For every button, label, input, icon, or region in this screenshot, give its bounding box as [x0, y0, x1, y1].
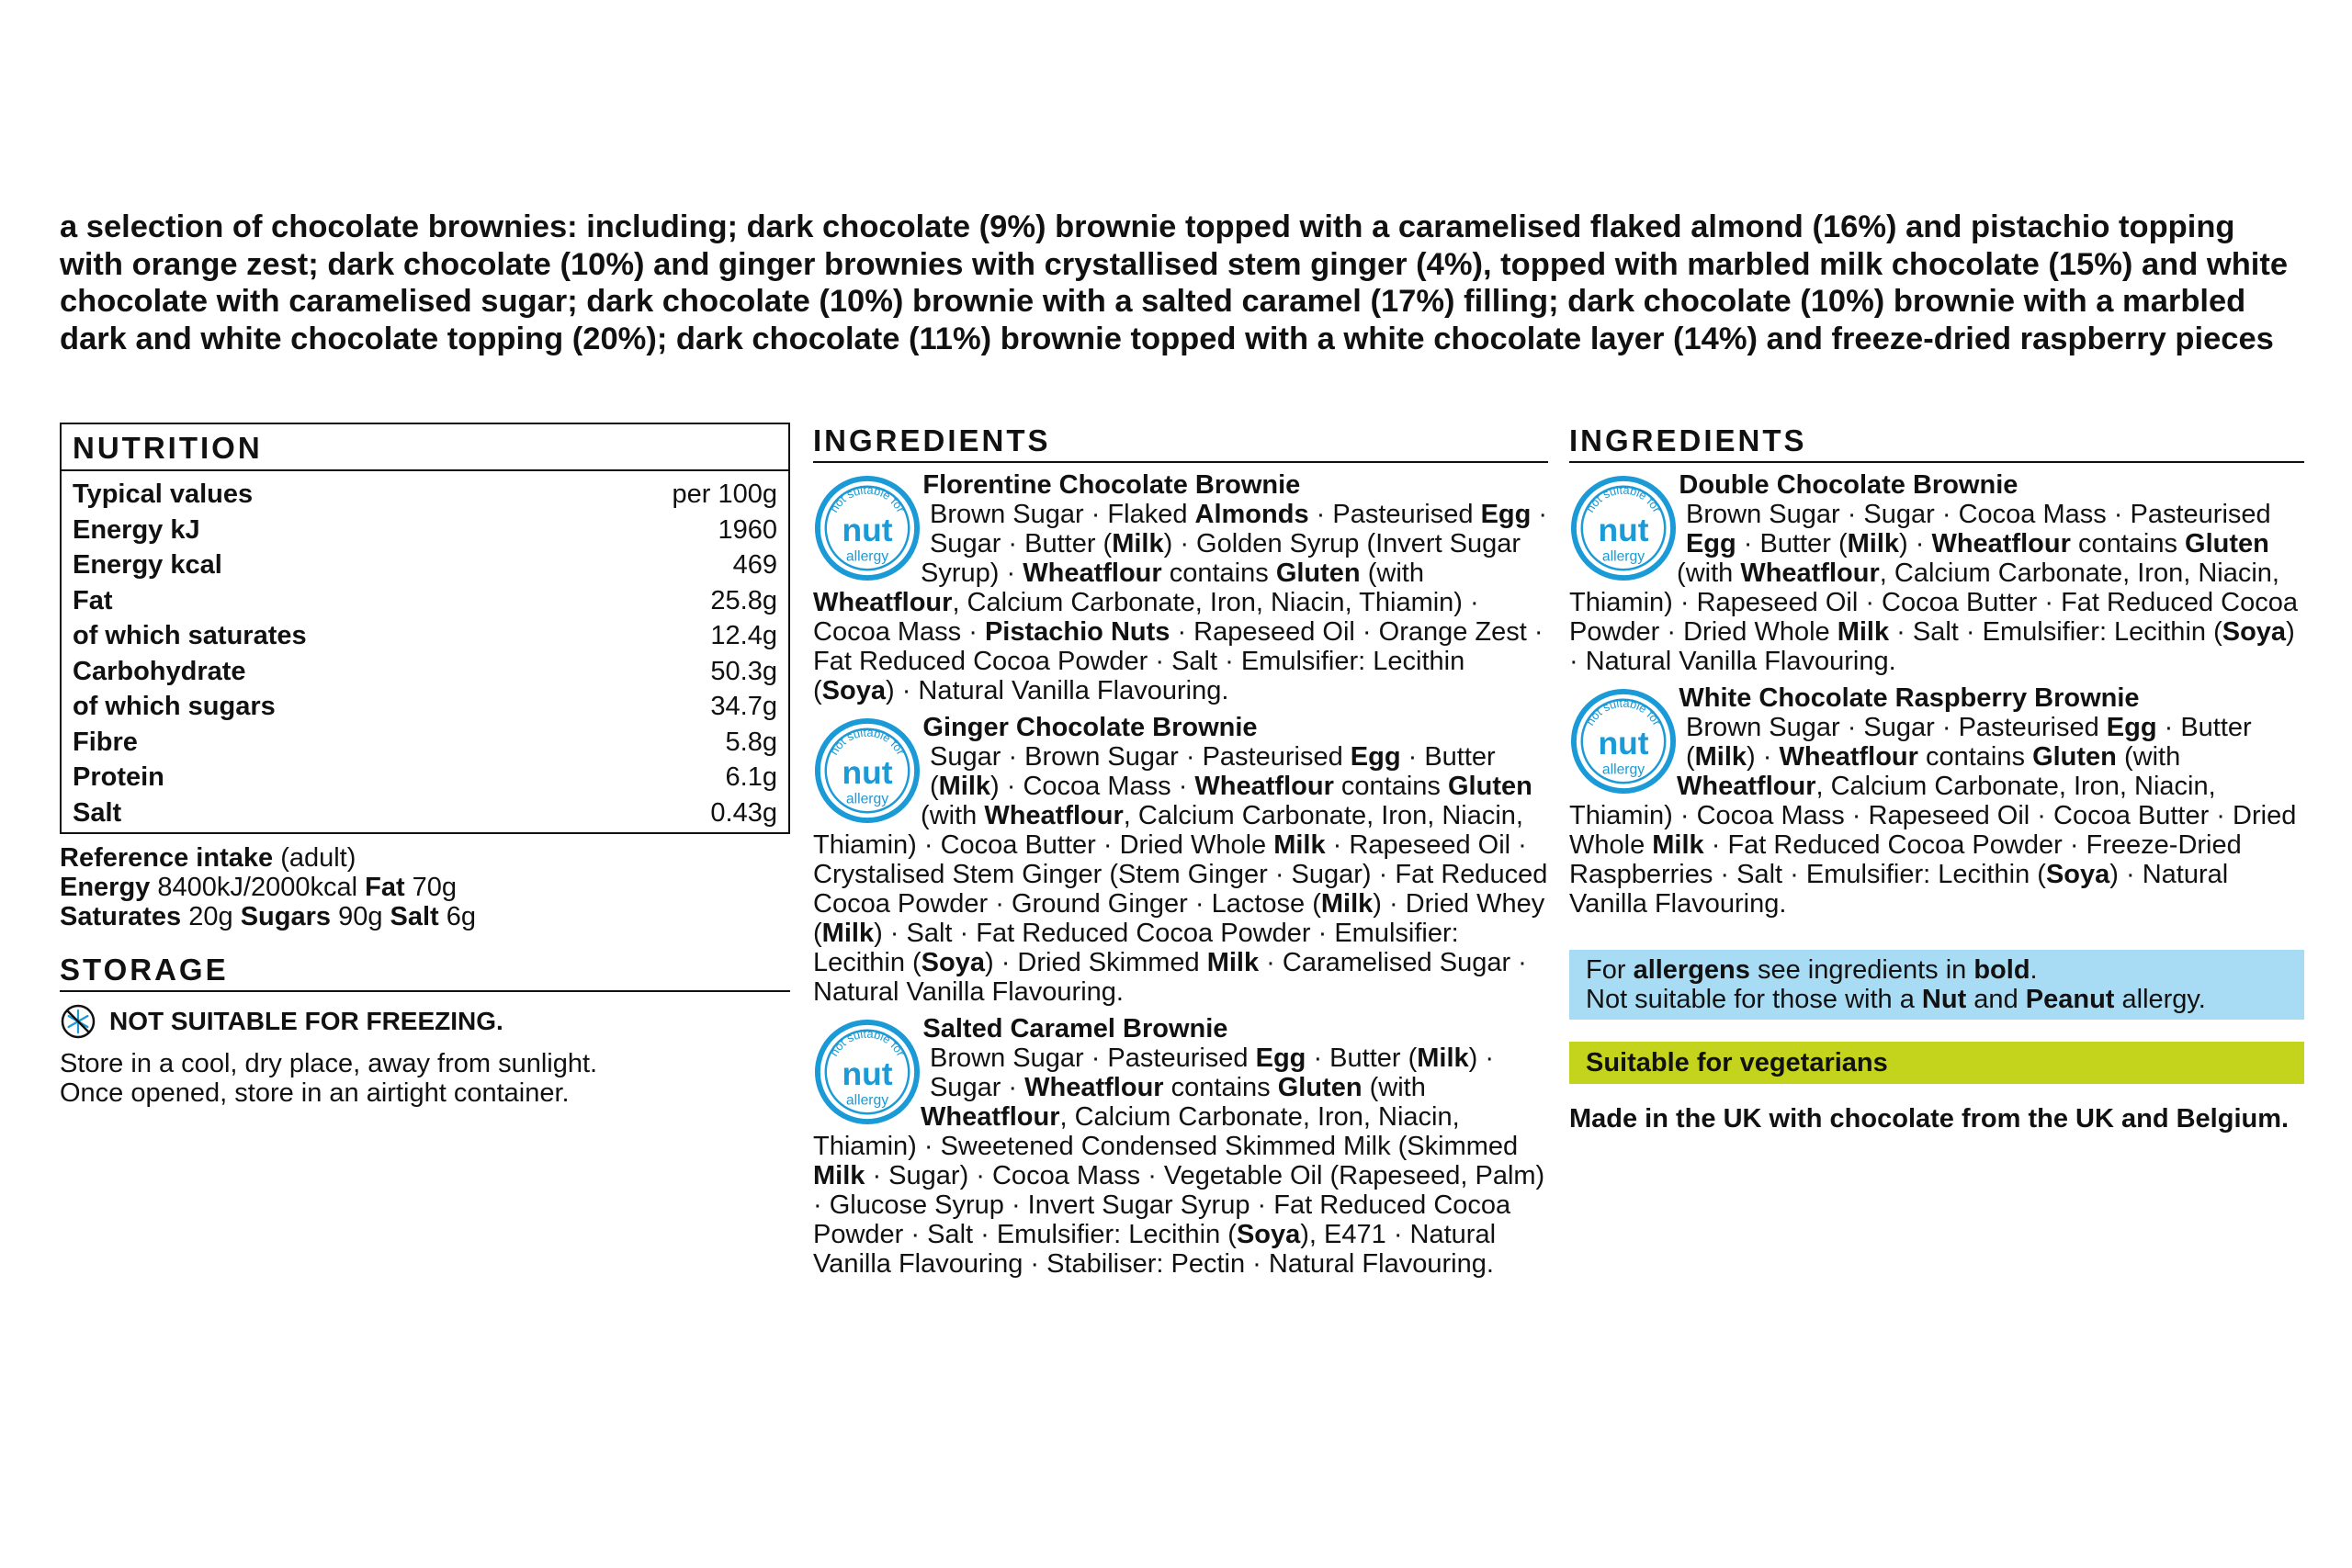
text-run: ) · Natural Vanilla Flavouring. — [886, 676, 1229, 705]
ri-sugars-label: Sugars — [240, 902, 332, 931]
ingredient-block-double-chocolate — [1569, 470, 2304, 676]
allergen-highlight: Wheatflour — [921, 1102, 1060, 1132]
badge-arc-text: not suitable for — [1582, 695, 1665, 728]
text-run: , Calcium Carbonate, Iron, Niacin, Thiamin) · Sweetened Condensed Skimmed Milk (Skimmed — [813, 1102, 1519, 1161]
nut-allergy-icon — [1569, 474, 1678, 582]
text-run: contains — [2070, 529, 2186, 558]
nutrition-row — [62, 654, 788, 690]
ingredient-list — [1569, 500, 2298, 676]
per-100g-label: per 100g — [672, 479, 777, 509]
allergen-highlight: Soya — [1236, 1220, 1301, 1249]
text-run: · Butter ( — [1736, 529, 1848, 558]
allergen-highlight: Wheatflour — [813, 588, 953, 617]
allergen-highlight: Gluten — [1277, 1073, 1363, 1102]
allergen-highlight: Milk — [1417, 1043, 1469, 1073]
nut-allergy-icon — [813, 716, 922, 825]
text-run: ) · Cocoa Mass · — [990, 772, 1195, 801]
allergen-highlight: Nut — [1921, 985, 1967, 1014]
product-name: Florentine Chocolate Brownie — [922, 470, 1301, 500]
nut-allergy-icon — [1569, 687, 1678, 795]
allergen-highlight: Milk — [1112, 529, 1164, 558]
badge-bottom-text: allergy — [1601, 548, 1645, 565]
ri-energy-label: Energy — [60, 873, 151, 902]
product-description: a selection of chocolate brownies: including; dark chocolate (9%) brownie topped with a caramelised flaked almond (16%) and pistachio topping with orange zest; dark chocolate (10%) and ginger brownies with crystallised stem ginger (4%), topped with marbled milk chocolate (15%) and white chocolate with caramelised sugar; dark chocolate (10%) brownie with a salted caramel (17%) filling; dark chocolate (10%) brownie with a marbled dark and white chocolate topping (20%); dark chocolate (11%) brownie topped with a white chocolate layer (14%) and freeze-dried raspberry pieces — [60, 209, 2289, 356]
text-run: Sugar · Brown Sugar · Pasteurised — [930, 742, 1351, 772]
text-run: (with — [1677, 558, 1741, 588]
nutrition-row — [62, 618, 788, 654]
text-run: . — [2030, 955, 2038, 985]
ri-salt-label: Salt — [390, 902, 439, 931]
nutrient-name: Energy kJ — [73, 514, 200, 545]
text-run: · Caramelised Sugar · Natural Vanilla Flavouring. — [813, 948, 1527, 1007]
nutrient-name: Fibre — [73, 727, 138, 757]
text-run: (with — [921, 801, 985, 830]
text-run: · Fat Reduced Cocoa Powder · Freeze-Dried Raspberries · Salt · Emulsifier: Lecithin ( — [1569, 830, 2242, 889]
ri-saturates-value: 20g — [188, 902, 233, 931]
badge-bottom-text: allergy — [845, 791, 889, 807]
text-run: Not suitable for those with a — [1586, 985, 1922, 1014]
ingredient-list — [813, 742, 1547, 1007]
ri-fat-label: Fat — [365, 873, 405, 902]
nutrient-value: 6.1g — [725, 762, 777, 792]
nutrient-name: Protein — [73, 762, 164, 792]
text-run: see ingredients in — [1749, 955, 1974, 985]
product-name: Double Chocolate Brownie — [1679, 470, 2018, 500]
text-run: ) · Dried Whey ( — [813, 889, 1545, 948]
text-run: and — [1966, 985, 2026, 1014]
text-run: · Rapeseed Oil · Crystalised Stem Ginger (Stem Ginger · Sugar) · Fat Reduced Cocoa Powder · Ground Ginger · Lactose ( — [813, 830, 1548, 919]
allergen-highlight: Soya — [2045, 860, 2110, 889]
text-run: ) · Sugar · — [929, 1043, 1495, 1102]
allergen-highlight: Almonds — [1194, 500, 1309, 529]
badge-arc-text: not suitable for — [826, 725, 909, 758]
nut-allergy-icon — [813, 1018, 922, 1126]
allergen-highlight: Milk — [1847, 529, 1900, 558]
ingredient-list — [813, 500, 1547, 705]
allergen-highlight: Soya — [921, 948, 985, 977]
ingredient-block-white-raspberry — [1569, 683, 2304, 919]
text-run: · Sugar) · Cocoa Mass · Vegetable Oil (Rapeseed, Palm) · Glucose Syrup · Invert Sugar Syrup · Fat Reduced Cocoa Powder · Salt · Emulsifier: Lecithin ( — [813, 1161, 1545, 1249]
nutrition-row — [62, 547, 788, 583]
nutrient-value: 12.4g — [710, 621, 777, 650]
ingredients-title-2: INGREDIENTS — [1569, 423, 2304, 463]
text-run: contains — [1163, 1073, 1278, 1102]
origin-statement: Made in the UK with chocolate from the UK and Belgium. — [1569, 1104, 2290, 1134]
ingredient-list — [813, 1043, 1544, 1279]
ingredient-block-florentine — [813, 470, 1548, 705]
nutrient-name: Fat — [73, 585, 113, 615]
ri-salt-value: 6g — [446, 902, 477, 931]
allergen-highlight: Milk — [1206, 948, 1260, 977]
allergen-highlight: bold — [1973, 955, 2030, 985]
badge-word: nut — [1598, 511, 1649, 548]
vegetarian-badge: Suitable for vegetarians — [1569, 1042, 2304, 1084]
storage-title: STORAGE — [60, 952, 790, 992]
nutrition-row — [62, 795, 788, 833]
text-run: contains — [1333, 772, 1448, 801]
text-run: Brown Sugar · Flaked — [930, 500, 1195, 529]
nutrition-table — [62, 471, 788, 832]
badge-word: nut — [842, 1055, 893, 1092]
text-run: Brown Sugar · Sugar · Pasteurised — [1686, 713, 2107, 742]
text-run: ) · Golden Syrup (Invert Sugar Syrup) · — [921, 529, 1521, 588]
allergen-highlight: Milk — [938, 772, 991, 801]
allergen-highlight: Milk — [821, 919, 875, 948]
text-run: , Calcium Carbonate, Iron, Niacin, Thiamin) · Cocoa Mass · — [813, 588, 1479, 647]
text-run: Brown Sugar · Pasteurised — [930, 1043, 1256, 1073]
allergen-highlight: Milk — [813, 1161, 865, 1190]
no-freeze-icon — [60, 1003, 96, 1040]
text-run: (with — [1362, 1073, 1426, 1102]
freezing-text: NOT SUITABLE FOR FREEZING. — [109, 1007, 503, 1035]
ri-sugars-value: 90g — [338, 902, 383, 931]
text-run: · Pasteurised — [1308, 500, 1481, 529]
product-name: White Chocolate Raspberry Brownie — [1679, 683, 2140, 713]
allergen-highlight: Wheatflour — [1023, 558, 1162, 588]
allergen-line-1 — [1586, 955, 2288, 985]
badge-bottom-text: allergy — [1601, 761, 1645, 778]
text-run: ), E471 · Natural Vanilla Flavouring · Stabiliser: Pectin · Natural Flavouring. — [813, 1220, 1497, 1279]
text-run: ) · Natural Vanilla Flavouring. — [1569, 617, 2295, 676]
badge-arc-text: not suitable for — [826, 1026, 909, 1059]
text-run: · Butter ( — [929, 742, 1496, 801]
text-run: (with — [1360, 558, 1424, 588]
allergen-highlight: Egg — [1480, 500, 1532, 529]
text-run: , Calcium Carbonate, Iron, Niacin, Thiamin) · Cocoa Butter · Dried Whole — [813, 801, 1523, 860]
text-run: ) · Dried Skimmed — [985, 948, 1207, 977]
nut-allergy-icon — [813, 474, 922, 582]
ri-energy-value: 8400kJ/2000kcal — [157, 873, 358, 902]
nutrition-title: NUTRITION — [62, 424, 788, 471]
text-run: ) · Salt · Fat Reduced Cocoa Powder · Emulsifier: Lecithin ( — [813, 919, 1459, 977]
allergen-highlight: Wheatflour — [1677, 772, 1816, 801]
ingredients-column-1 — [813, 423, 1548, 1279]
reference-intake-qualifier: (adult) — [280, 843, 356, 873]
badge-word: nut — [842, 753, 893, 791]
ingredient-list — [1569, 713, 2296, 919]
text-run: · Butter ( — [1306, 1043, 1418, 1073]
allergen-info-box — [1569, 950, 2304, 1020]
text-run: contains — [1161, 558, 1276, 588]
allergen-highlight: Soya — [821, 676, 886, 705]
nutrient-value: 25.8g — [710, 585, 777, 615]
allergen-highlight: Milk — [1694, 742, 1747, 772]
allergen-highlight: Egg — [1255, 1043, 1306, 1073]
storage-line-2: Once opened, store in an airtight container. — [60, 1078, 570, 1108]
allergen-line-2 — [1586, 985, 2288, 1014]
badge-word: nut — [842, 511, 893, 548]
text-run: ) · — [1899, 529, 1932, 558]
nutrient-name: Salt — [73, 797, 122, 828]
allergen-highlight: Wheatflour — [1024, 1073, 1164, 1102]
nutrition-row — [62, 725, 788, 761]
typical-values-label: Typical values — [73, 479, 254, 509]
nutrition-row — [62, 513, 788, 548]
allergen-highlight: Wheatflour — [1740, 558, 1880, 588]
text-run: Brown Sugar · Sugar · Cocoa Mass · Pasteurised — [1686, 500, 2271, 529]
ri-fat-value: 70g — [412, 873, 458, 902]
allergen-highlight: Pistachio Nuts — [984, 617, 1170, 647]
badge-arc-text: not suitable for — [1582, 482, 1665, 515]
text-run: ) · — [1747, 742, 1780, 772]
storage-instructions — [60, 1049, 790, 1108]
allergen-highlight: Gluten — [2032, 742, 2117, 772]
allergen-highlight: Egg — [1350, 742, 1401, 772]
nutrient-value: 469 — [732, 550, 777, 580]
product-name: Ginger Chocolate Brownie — [922, 713, 1258, 742]
badge-word: nut — [1598, 724, 1649, 761]
nutrition-row — [62, 583, 788, 619]
allergen-highlight: Soya — [2222, 617, 2287, 647]
ingredient-block-salted-caramel — [813, 1014, 1548, 1279]
allergen-highlight: allergens — [1633, 955, 1750, 985]
product-name: Salted Caramel Brownie — [922, 1014, 1228, 1043]
text-run: For — [1586, 955, 1634, 985]
text-run: · Sugar · Butter ( — [929, 500, 1548, 558]
nutrient-name: of which saturates — [73, 621, 307, 650]
allergen-highlight: Egg — [1685, 529, 1736, 558]
storage-line-1: Store in a cool, dry place, away from sunlight. — [60, 1049, 598, 1078]
nutrient-value: 50.3g — [710, 656, 777, 686]
reference-intake — [60, 843, 790, 931]
text-run: contains — [1917, 742, 2033, 772]
allergen-highlight: Wheatflour — [1194, 772, 1334, 801]
text-run: allergy. — [2114, 985, 2206, 1014]
allergen-highlight: Peanut — [2025, 985, 2115, 1014]
allergen-highlight: Wheatflour — [1779, 742, 1918, 772]
ingredients-title-1: INGREDIENTS — [813, 423, 1548, 463]
reference-intake-title: Reference intake — [60, 843, 274, 873]
nutrition-header-row — [62, 471, 788, 513]
badge-bottom-text: allergy — [845, 1092, 889, 1109]
nutrient-value: 5.8g — [725, 727, 777, 757]
allergen-highlight: Milk — [1652, 830, 1704, 860]
ingredient-block-ginger — [813, 713, 1548, 1007]
nutrient-name: Carbohydrate — [73, 656, 246, 686]
allergen-highlight: Milk — [1837, 617, 1890, 647]
text-run: (with — [2116, 742, 2181, 772]
text-run: ) · Natural Vanilla Flavouring. — [1569, 860, 2229, 919]
text-run: , Calcium Carbonate, Iron, Niacin, Thiamin) · Rapeseed Oil · Cocoa Butter · Fat Reduced Cocoa Powder · Dried Whole — [1569, 558, 2299, 647]
nutrient-value: 0.43g — [710, 797, 777, 828]
text-run: · Salt · Emulsifier: Lecithin ( — [1889, 617, 2222, 647]
allergen-highlight: Gluten — [1448, 772, 1532, 801]
allergen-highlight: Gluten — [1275, 558, 1361, 588]
text-run: · Rapeseed Oil · Orange Zest · Fat Reduced Cocoa Powder · Salt · Emulsifier: Lecithin ( — [813, 617, 1544, 705]
nutrition-row — [62, 689, 788, 725]
nutrient-value: 34.7g — [710, 692, 777, 721]
allergen-highlight: Wheatflour — [1931, 529, 2071, 558]
nutrition-table-box — [60, 423, 790, 834]
allergen-highlight: Milk — [1320, 889, 1374, 919]
allergen-highlight: Gluten — [2185, 529, 2269, 558]
badge-bottom-text: allergy — [845, 548, 889, 565]
allergen-highlight: Milk — [1273, 830, 1326, 860]
nutrition-column — [60, 423, 790, 1108]
allergen-highlight: Wheatflour — [984, 801, 1124, 830]
nutrition-row — [62, 760, 788, 795]
nutrient-value: 1960 — [718, 514, 777, 545]
text-run: · Butter ( — [1685, 713, 2252, 772]
freezing-warning — [60, 1003, 790, 1040]
nutrient-name: Energy kcal — [73, 550, 222, 580]
text-run: , Calcium Carbonate, Iron, Niacin, Thiamin) · Cocoa Mass · Rapeseed Oil · Cocoa Butter · Dried Whole — [1569, 772, 2297, 860]
badge-arc-text: not suitable for — [826, 482, 909, 515]
ri-saturates-label: Saturates — [60, 902, 182, 931]
allergen-highlight: Egg — [2106, 713, 2157, 742]
ingredients-column-2 — [1569, 423, 2304, 1134]
nutrient-name: of which sugars — [73, 692, 276, 721]
